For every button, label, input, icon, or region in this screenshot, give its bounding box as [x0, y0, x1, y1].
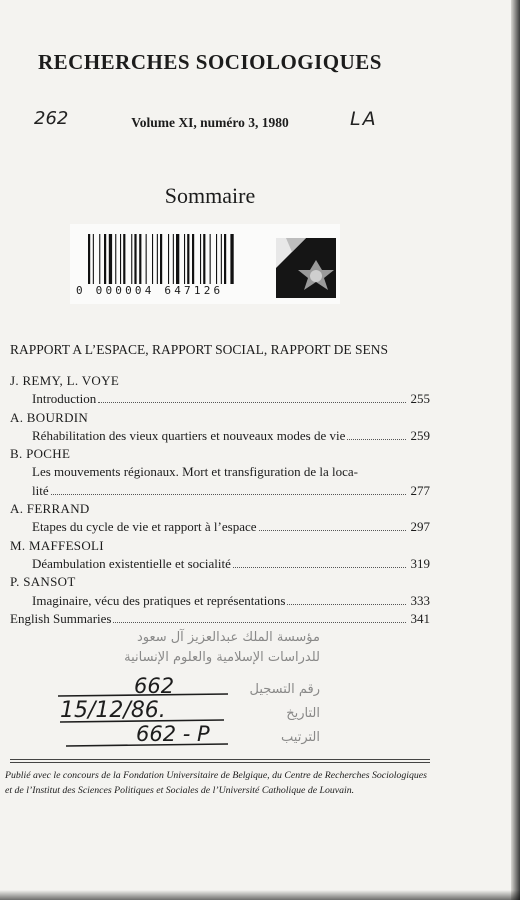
stamp-text: رقم التسجيل [249, 682, 320, 697]
barcode-icon [88, 234, 268, 284]
toc-entry [10, 390, 430, 408]
dot-leader [113, 622, 406, 623]
barcode-sticker [70, 224, 340, 304]
toc-title: English Summaries [10, 610, 112, 626]
toc-entry [10, 482, 430, 500]
toc-item [10, 573, 430, 610]
toc-entry-english-summaries [10, 610, 430, 628]
library-logo-icon [276, 238, 336, 298]
toc-item [10, 537, 430, 574]
handwritten-registration-number: 662 [134, 674, 175, 698]
publication-note: Publié avec le concours de la Fondation Universitaire de Belgique, du Centre de Recherches Sociologiques et de l’Institut des Sciences Politiques et Sociales de l’Université Catholique de Louvain. [5, 770, 427, 796]
table-of-contents [10, 372, 430, 628]
toc-title: Réhabilitation des vieux quartiers et nouveaux modes de vie [32, 427, 346, 443]
toc-entry [10, 555, 430, 573]
toc-page: 259 [410, 427, 430, 443]
handwritten-date: 15/12/86. [60, 698, 166, 723]
dot-leader [51, 494, 406, 495]
journal-title: RECHERCHES SOCIOLOGIQUES [37, 50, 382, 74]
toc-item [10, 445, 430, 500]
toc-title: Etapes du cycle de vie et rapport à l’espace [32, 519, 257, 535]
toc-title: lité [32, 482, 49, 498]
toc-page: 341 [410, 610, 430, 626]
toc-author: A. FERRAND [10, 501, 90, 517]
toc-page: 277 [410, 482, 430, 498]
handwritten-number: 262 [34, 108, 69, 129]
toc-title: Imaginaire, vécu des pratiques et représentations [32, 592, 286, 608]
stamp-text: للدراسات الإسلامية والعلوم الإنسانية [124, 650, 320, 665]
stamp-text: التاريخ [286, 706, 320, 721]
toc-page: 297 [410, 519, 430, 535]
dot-leader [98, 402, 406, 403]
volume-line: Volume XI, numéro 3, 1980 [131, 115, 289, 130]
dot-leader [233, 567, 406, 568]
barcode-digits: 0 000004 647126 [76, 284, 224, 297]
toc-item [10, 409, 430, 446]
toc-item [10, 372, 430, 409]
toc-title: Introduction [32, 391, 97, 407]
library-stamp [58, 630, 328, 755]
toc-entry [10, 518, 430, 536]
toc-author: M. MAFFESOLI [10, 537, 104, 553]
stamp-underlines [58, 630, 328, 755]
section-title: RAPPORT A L’ESPACE, RAPPORT SOCIAL, RAPPORT DE SENS [10, 342, 389, 357]
toc-page: 255 [410, 391, 430, 407]
dot-leader [287, 604, 406, 605]
toc-author: J. REMY, L. VOYE [10, 373, 120, 388]
dot-leader [347, 439, 406, 440]
toc-page: 333 [410, 592, 430, 608]
divider [10, 762, 430, 763]
toc-author: B. POCHE [10, 446, 71, 462]
dot-leader [259, 530, 407, 531]
stamp-text: الترتيب [281, 730, 320, 745]
toc-author: A. BOURDIN [10, 409, 89, 425]
divider [10, 759, 430, 760]
toc-item [10, 500, 430, 537]
toc-title: Déambulation existentielle et socialité [32, 555, 231, 571]
handwritten-shelf-number: 662 - P [136, 722, 210, 746]
book-spine-shadow [511, 0, 520, 900]
toc-page: 319 [410, 555, 430, 571]
handwritten-initials: LA [350, 108, 378, 130]
page-edge-shadow [0, 890, 520, 900]
stamp-text: مؤسسة الملك عبدالعزيز آل سعود [136, 630, 320, 645]
toc-entry [10, 592, 430, 610]
page-title: Sommaire [164, 183, 256, 208]
toc-entry [10, 427, 430, 445]
toc-author: P. SANSOT [10, 574, 76, 590]
toc-title-line: Les mouvements régionaux. Mort et transfiguration de la loca- [32, 464, 358, 480]
